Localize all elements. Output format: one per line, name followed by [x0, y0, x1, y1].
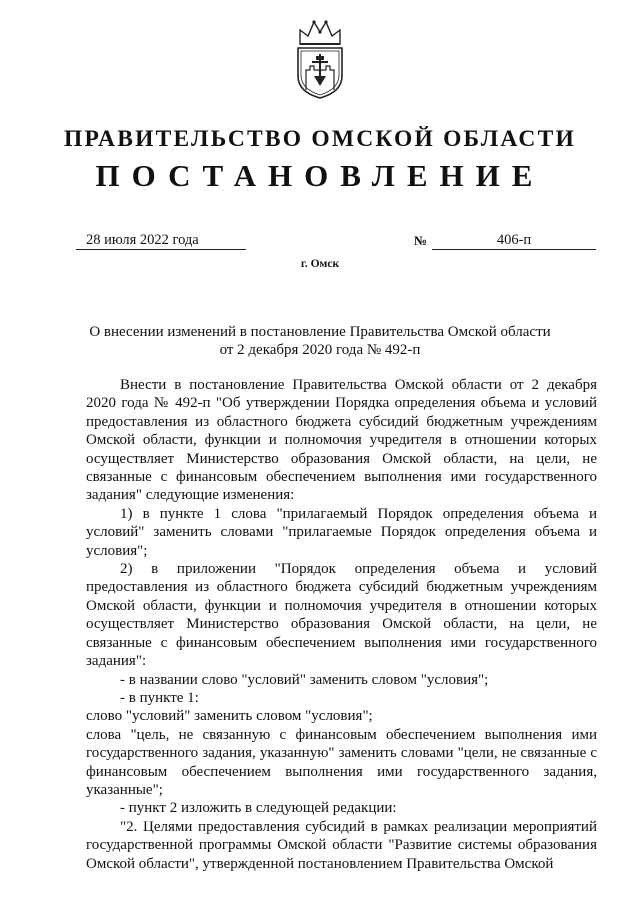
document-number: 406-п [432, 231, 596, 250]
document-type: ПОСТАНОВЛЕНИЕ [95, 158, 545, 193]
subject-line: от 2 декабря 2020 года № 492-п [219, 342, 421, 359]
number-label: № [414, 233, 428, 248]
body-paragraph: 1) в пункте 1 слова "прилагаемый Порядок определения объема и условий" заменить словами "прилагаемые Порядок определения объема и условия"; [86, 505, 597, 559]
document-subject [60, 323, 580, 360]
body-paragraph: 2) в приложении "Порядок определения объема и условий предоставления из областного бюджета субсидий бюджетным учреждениям Омской области, функции и полномочия учредителя в отношении которых осуществляет Министерство образования Омской области, на цели, не связанные с финансовым обеспечением выполнения ими государственного задания": [86, 561, 597, 670]
subject-line: О внесении изменений в постановление Правительства Омской области [89, 324, 551, 340]
document-body [86, 376, 597, 873]
body-paragraph: - в пункте 1: [120, 689, 199, 706]
body-paragraph: Внести в постановление Правительства Омской области от 2 декабря 2020 года № 492-п "Об утверждении Порядка определения объема и условий предоставления из областного бюджета субсидий бюджетным учреждениям Омской области, функции и полномочия учредителя в отношении которых осуществляет Министерство образования Омской области, на цели, не связанные с финансовым обеспечением выполнения ими государственного задания" следующие изменения: [86, 377, 597, 504]
body-paragraph: - пункт 2 изложить в следующей редакции: [120, 800, 397, 817]
government-title: ПРАВИТЕЛЬСТВО ОМСКОЙ ОБЛАСТИ [64, 126, 576, 152]
omsk-coat-of-arms-icon [292, 14, 348, 100]
body-paragraph: "2. Целями предоставления субсидий в рамках реализации мероприятий государственной программы Омской области "Развитие системы образования Омской области", утвержденной постановлением Правительства Омской [86, 818, 597, 872]
document-date: 28 июля 2022 года [76, 231, 246, 250]
city: г. Омск [300, 258, 340, 270]
body-paragraph: - в названии слово "условий" заменить словом "условия"; [120, 671, 489, 688]
body-paragraph: слово "условий" заменить словом "условия"; [86, 708, 373, 725]
body-paragraph: слова "цель, не связанную с финансовым обеспечением выполнения ими государственного задания, указанную" заменить словами "цели, не связанные с финансовым обеспечением выполнения ими государственного задания, указанные"; [86, 726, 597, 798]
